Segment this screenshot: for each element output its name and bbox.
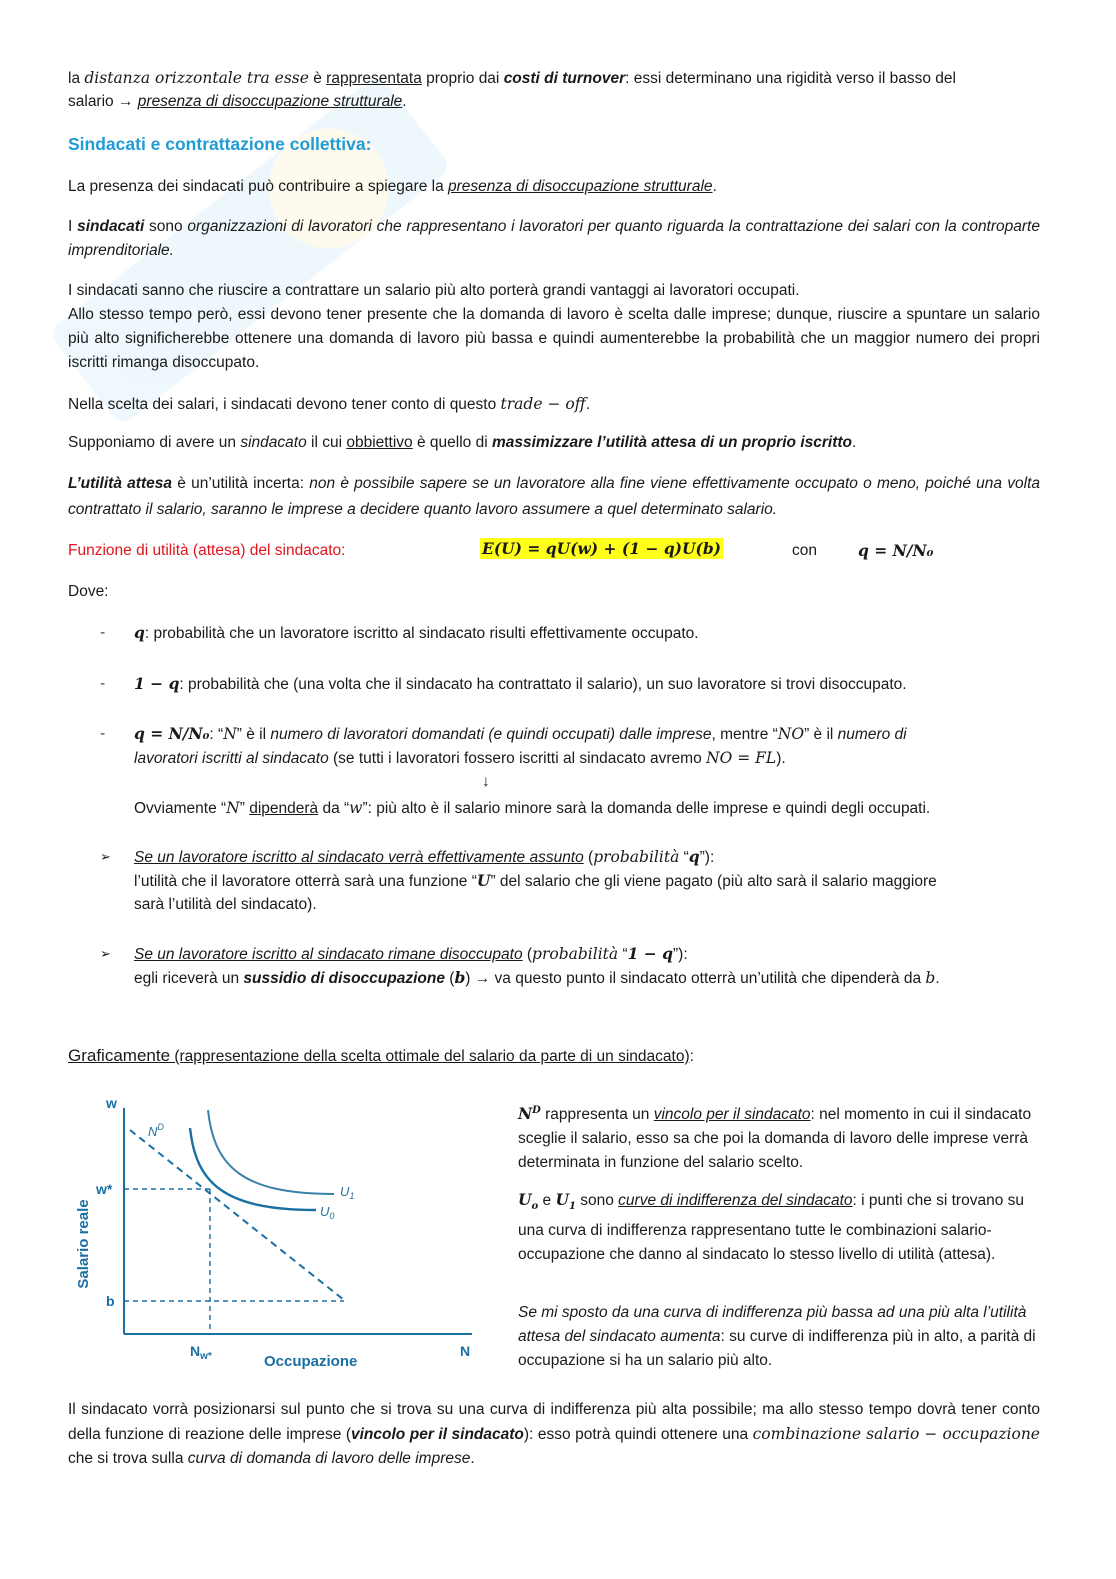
- para-definizione-sindacati: I sindacati sono organizzazioni di lavoratori che rappresentano i lavoratori per quanto riguarda la contrattazione dei salari con la controparte imprenditoriale.: [68, 218, 1040, 259]
- y-axis-label: Salario reale: [75, 1199, 92, 1289]
- para-vantaggi: I sindacati sanno che riuscire a contrattare un salario più alto porterà grandi vantaggi ai lavoratori occupati. Allo stesso tempo però, essi devono tener presente che la domanda di lavoro è scelta dalle imprese; dunque, riuscire a spuntare un salario più alto significherebbe ottenere una domanda di lavoro più bassa e quindi aumenterebbe la probabilità che un maggior numero dei propri iscritti rimanga disoccupato.: [68, 282, 1040, 371]
- final-paragraph: Il sindacato vorrà posizionarsi sul punto che si trova su una curva di indifferenza più alta possibile; ma allo stesso tempo dovrà tener conto della funzione di reazione delle imprese (vincolo per il sindacato): esso potrà quindi ottenere una combinazione salario − occupazione che si trova sulla curva di domanda di lavoro delle imprese.: [68, 1401, 1040, 1467]
- down-arrow: ↓: [482, 773, 490, 790]
- para-utilita-attesa: L’utilità attesa è un’utilità incerta: non è possibile sapere se un lavoratore alla fine viene effettivamente occupato o meno, poiché una volta contrattato il salario, saranno le imprese a decidere quanto lavoro assumere a quel determinato salario.: [68, 475, 1041, 518]
- formula-label: Funzione di utilità (attesa) del sindacato:: [68, 542, 346, 559]
- union-wage-graph: [72, 1092, 492, 1382]
- para-turnover-line2: salario → presenza di disoccupazione strutturale.: [68, 93, 407, 110]
- side-nd-explanation: $N^D$ rappresenta un vincolo per il sindacato: nel momento in cui il sindacato sceglie il salario, esso sa che poi la domanda di lavoro delle imprese verrà determinata in funzione del salario scelto.: [518, 1104, 1032, 1172]
- para-obbiettivo: Supponiamo di avere un sindacato il cui obbiettivo è quello di massimizzare l’utilità attesa di un proprio iscritto.: [68, 434, 857, 451]
- w-star-label: w*: [96, 1181, 113, 1197]
- side-indifference-explanation: $U_o$ e $U_1$ sono curve di indifferenza del sindacato: i punti che si trovano su una curva di indifferenza rappresentano tutte le combinazioni salario-occupazione che danno al sindacato lo stesso livello di utilità (attesa).: [518, 1190, 1025, 1264]
- arrow-bullet-assunto-line2: l’utilità che il lavoratore otterrà sarà una funzione “U” del salario che gli viene pagato (più alto sarà il salario maggiore: [134, 871, 937, 890]
- nw-star-label: $N_{w*}$: [190, 1343, 212, 1362]
- y-axis-symbol: w: [106, 1095, 117, 1111]
- dove-label: Dove:: [68, 583, 109, 600]
- u1-label: $U_1$: [340, 1184, 355, 1201]
- section-heading: Sindacati e contrattazione collettiva:: [68, 134, 372, 154]
- para-trade-off: Nella scelta dei salari, i sindacati devono tener conto di questo trade − off.: [68, 395, 590, 413]
- bullet-q-ratio-line3: Ovviamente “N” dipenderà da “w”: più alto è il salario minore sarà la domanda delle imprese e quindi degli occupati.: [134, 799, 931, 817]
- x-axis-symbol: N: [460, 1343, 471, 1359]
- nd-label: $N^D$: [148, 1122, 164, 1139]
- indifference-curve-u1: [208, 1110, 334, 1194]
- para-presenza: La presenza dei sindacati può contribuire a spiegare la presenza di disoccupazione strutturale.: [68, 178, 717, 195]
- formula-con: con: [792, 542, 817, 559]
- para-turnover-line1: la distanza orizzontale tra esse è rappresentata proprio dai costi di turnover: essi determinano una rigidità verso il basso del: [68, 69, 956, 87]
- utility-formula: E(U) = qU(w) + (1 − q)U(b): [482, 539, 722, 558]
- arrow-bullet-assunto-line3: sarà l’utilità del sindacato).: [134, 896, 317, 913]
- indifference-curve-u0: [190, 1128, 316, 1210]
- demand-curve-nd: [130, 1130, 344, 1300]
- x-axis-label: Occupazione: [264, 1353, 358, 1370]
- arrow-bullet-disoccupato-line2: egli riceverà un sussidio di disoccupazione (b) → va questo punto il sindacato otterrà un’utilità che dipenderà da b.: [134, 968, 940, 987]
- bullet-q-ratio-line2: lavoratori iscritti al sindacato (se tutti i lavoratori fossero iscritti al sindacato avremo NO = FL).: [134, 749, 786, 767]
- q-definition: q = N/N₀: [858, 541, 934, 560]
- u0-label: $U_0$: [320, 1204, 335, 1221]
- side-higher-utility: Se mi sposto da una curva di indifferenza più bassa ad una più alta l’utilità attesa del sindacato aumenta: su curve di indifferenza più in alto, a parità di occupazione si ha un salario più alto.: [518, 1304, 1036, 1369]
- b-label: b: [106, 1293, 115, 1309]
- graficamente-heading: Graficamente (rappresentazione della scelta ottimale del salario da parte di un sindacato):: [68, 1046, 694, 1065]
